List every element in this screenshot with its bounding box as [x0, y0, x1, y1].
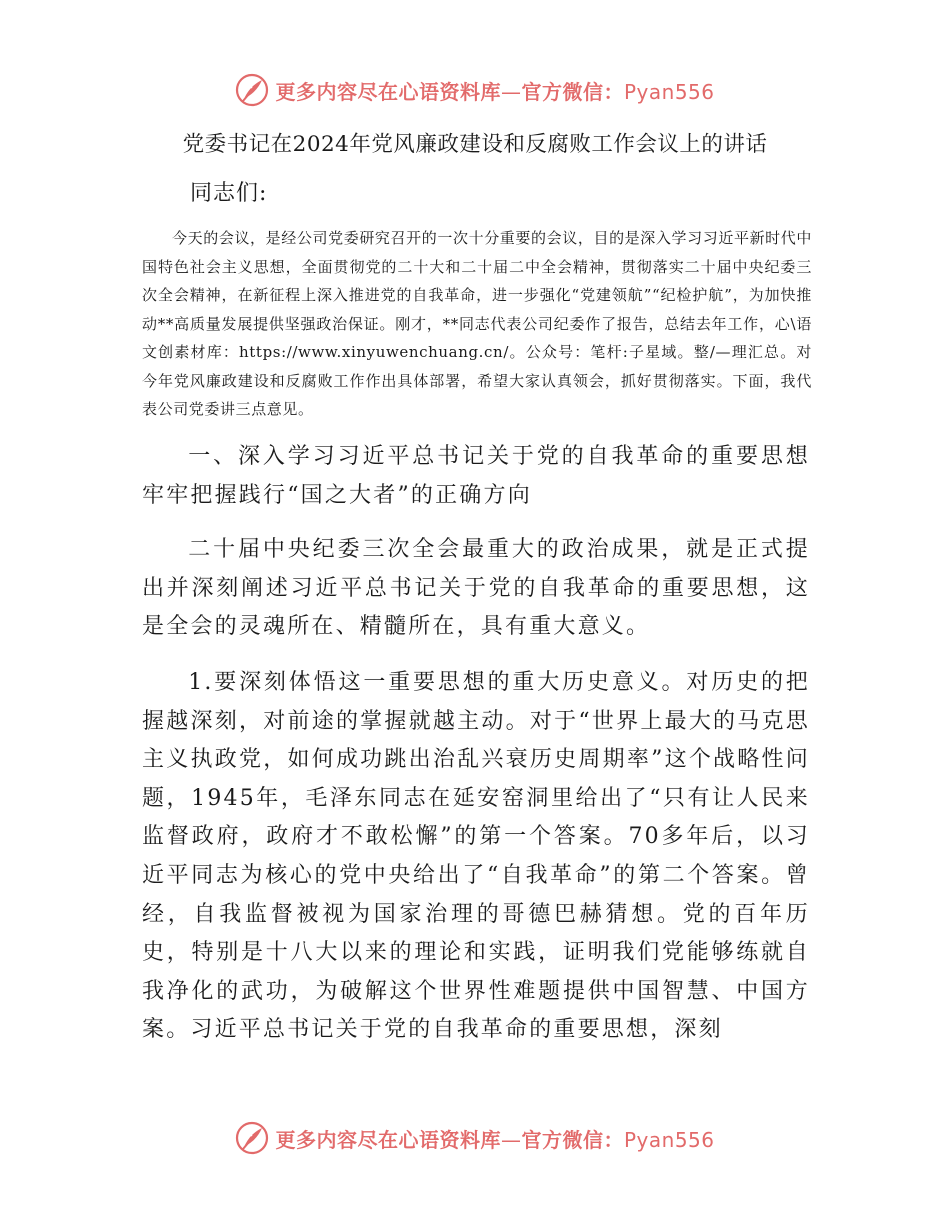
watermark-main-text: 更多内容尽在心语资料库: [275, 1127, 501, 1152]
feather-quill-logo-icon: [235, 73, 269, 107]
feather-quill-logo-icon: [235, 1121, 269, 1155]
watermark-main-text: 更多内容尽在心语资料库: [275, 79, 501, 104]
watermark-banner-bottom: [0, 1118, 950, 1158]
watermark-official: 官方微信：: [521, 1127, 624, 1152]
watermark-separator: —: [500, 79, 522, 104]
watermark-text: [275, 1124, 714, 1153]
point-1-paragraph: 1.要深刻体悟这一重要思想的重大历史意义。对历史的把握越深刻，对前途的掌握就越主动。对于“世界上最大的马克思主义执政党，如何成功跳出治乱兴衰历史周期率”这个战略性问题，1945年，毛泽东同志在延安窑洞里给出了“只有让人民来监督政府，政府才不敢松懈”的第一个答案。70多年后，以习近平同志为核心的党中央给出了“自我革命”的第二个答案。曾经，自我监督被视为国家治理的哥德巴赫猜想。党的百年历史，特别是十八大以来的理论和实践，证明我们党能够练就自我净化的武功，为破解这个世界性难题提供中国智慧、中国方案。习近平总书记关于党的自我革命的重要思想，深刻: [142, 670, 810, 1043]
watermark-text: [275, 76, 714, 105]
document-title: 党委书记在2024年党风廉政建设和反腐败工作会议上的讲话: [182, 132, 768, 157]
watermark-separator: —: [500, 1127, 522, 1152]
watermark-handle: Pyan556: [623, 1127, 715, 1152]
watermark-handle: Pyan556: [623, 79, 715, 104]
intro-paragraph: 今天的会议，是经公司党委研究召开的一次十分重要的会议，目的是深入学习习近平新时代中国特色社会主义思想，全面贯彻党的二十大和二十届二中全会精神，贯彻落实二十届中央纪委三次全会精神，在新征程上深入推进党的自我革命，进一步强化“党建领航”“纪检护航”，为加快推动**高质量发展提供坚强政治保证。刚才，**同志代表公司纪委作了报告，总结去年工作，心\语文创素材库：https://www.xinyuwenchuang.cn/。公众号：笔杆:子星域。整/—理汇总。对今年党风廉政建设和反腐败工作作出具体部署，希望大家认真领会，抓好贯彻落实。下面，我代表公司党委讲三点意见。: [142, 229, 812, 418]
section-1-paragraph: 二十届中央纪委三次全会最重大的政治成果，就是正式提出并深刻阐述习近平总书记关于党的自我革命的重要思想，这是全会的灵魂所在、精髓所在，具有重大意义。: [142, 537, 810, 640]
greeting: 同志们:: [190, 181, 268, 206]
watermark-banner-top: [0, 70, 950, 110]
watermark-official: 官方微信：: [521, 79, 624, 104]
section-heading-1: 一、深入学习习近平总书记关于党的自我革命的重要思想 牢牢把握践行“国之大者”的正确方向: [142, 444, 810, 508]
